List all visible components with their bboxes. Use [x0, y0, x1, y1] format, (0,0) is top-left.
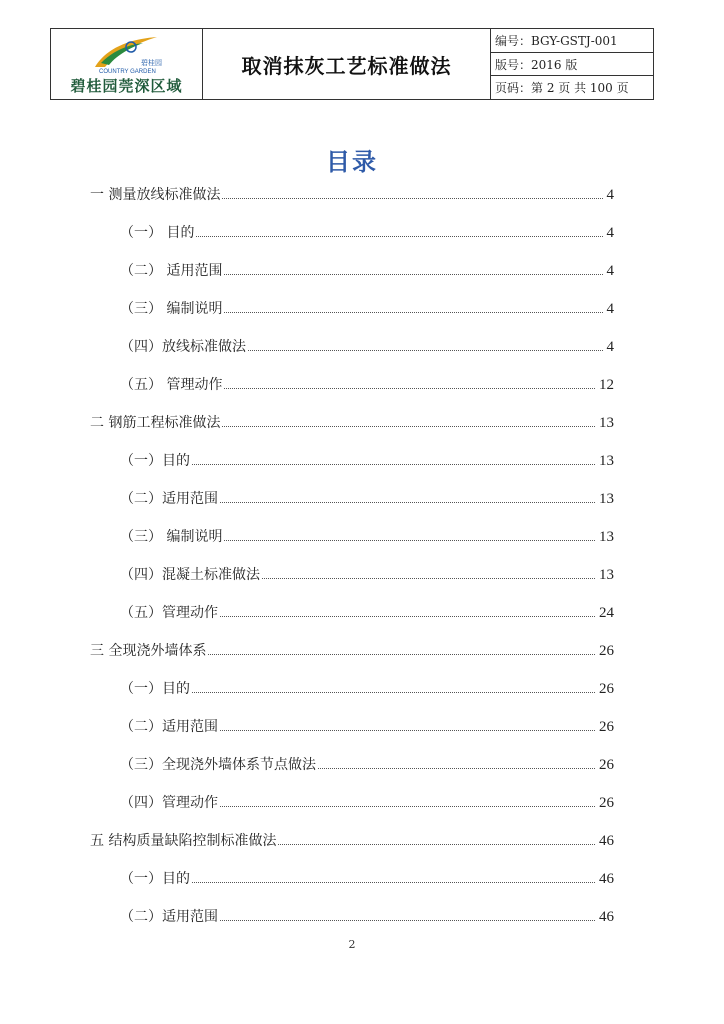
toc-entry-label: （四）管理动作 — [120, 795, 218, 811]
toc-entry-label: （一）目的 — [120, 871, 190, 887]
toc-entry-page: 4 — [606, 187, 614, 203]
toc-entry-label: 三 全现浇外墙体系 — [90, 643, 207, 659]
toc-dot-leader — [220, 615, 595, 617]
toc-entry-page: 46 — [599, 871, 614, 887]
toc-dot-leader — [220, 501, 595, 503]
toc-entry[interactable] — [120, 716, 614, 736]
organization-name: 碧桂园莞深区域 — [70, 77, 183, 95]
svg-text:碧桂园: 碧桂园 — [141, 59, 162, 67]
document-header — [50, 28, 654, 100]
toc-entry-page: 46 — [599, 833, 614, 849]
toc-entry[interactable] — [120, 374, 614, 394]
toc-dot-leader — [278, 843, 595, 845]
document-version: 版号：2016 版 — [491, 53, 653, 77]
company-logo-icon — [91, 33, 163, 75]
toc-entry-label: （五）管理动作 — [120, 605, 218, 621]
toc-entry-label: 一 测量放线标准做法 — [90, 187, 221, 203]
toc-entry-page: 26 — [599, 681, 614, 697]
toc-entry-page: 4 — [606, 339, 614, 355]
toc-entry-label: （四）混凝土标准做法 — [120, 567, 260, 583]
toc-entry[interactable] — [120, 336, 614, 356]
toc-dot-leader — [220, 729, 595, 731]
document-title: 取消抹灰工艺标准做法 — [203, 29, 491, 99]
toc-entry-label: （五） 管理动作 — [120, 377, 223, 393]
toc-entry[interactable] — [120, 298, 614, 318]
toc-dot-leader — [222, 197, 602, 199]
toc-dot-leader — [220, 919, 595, 921]
toc-entry[interactable] — [120, 754, 614, 774]
toc-entry-label: （一）目的 — [120, 681, 190, 697]
toc-entry[interactable] — [120, 602, 614, 622]
toc-entry-page: 13 — [599, 491, 614, 507]
toc-entry-page: 46 — [599, 909, 614, 925]
toc-entry-label: （四）放线标准做法 — [120, 339, 246, 355]
toc-entry-page: 12 — [599, 377, 614, 393]
toc-entry-page: 13 — [599, 415, 614, 431]
toc-entry-label: （一）目的 — [120, 453, 190, 469]
logo-cell — [51, 29, 203, 99]
toc-entry[interactable] — [90, 830, 614, 850]
toc-dot-leader — [222, 425, 595, 427]
toc-entry-page: 4 — [606, 301, 614, 317]
document-page-info: 页码：第 2 页 共 100 页 — [495, 81, 629, 96]
toc-title: 目录 — [326, 147, 378, 176]
toc-dot-leader — [224, 273, 602, 275]
toc-dot-leader — [196, 235, 602, 237]
toc-entry[interactable] — [120, 564, 614, 584]
toc-entry-label: （三） 编制说明 — [120, 301, 223, 317]
toc-dot-leader — [262, 577, 595, 579]
toc-entry-page: 13 — [599, 453, 614, 469]
toc-entry-label: 二 钢筋工程标准做法 — [90, 415, 221, 431]
toc-entry[interactable] — [120, 678, 614, 698]
toc-entry-page: 26 — [599, 757, 614, 773]
toc-dot-leader — [192, 691, 595, 693]
toc-dot-leader — [224, 539, 595, 541]
toc-entry[interactable] — [120, 450, 614, 470]
toc-entry[interactable] — [120, 792, 614, 812]
toc-dot-leader — [192, 463, 595, 465]
toc-entry[interactable] — [120, 906, 614, 926]
toc-entry-label: （一） 目的 — [120, 225, 195, 241]
toc-entry-page: 26 — [599, 643, 614, 659]
page-number: 2 — [348, 938, 356, 951]
toc-entry-page: 26 — [599, 719, 614, 735]
toc-dot-leader — [224, 311, 602, 313]
toc-dot-leader — [192, 881, 595, 883]
toc-dot-leader — [208, 653, 595, 655]
toc-entry-page: 24 — [599, 605, 614, 621]
document-code: 编号：BGY-GSTJ-001 — [491, 29, 653, 53]
toc-entry-page: 4 — [606, 263, 614, 279]
toc-entry[interactable] — [120, 868, 614, 888]
toc-entry-label: （三）全现浇外墙体系节点做法 — [120, 757, 316, 773]
toc-entry[interactable] — [120, 222, 614, 242]
toc-entry[interactable] — [90, 412, 614, 432]
document-meta — [491, 29, 653, 99]
toc-entry-label: （二）适用范围 — [120, 719, 218, 735]
toc-dot-leader — [248, 349, 603, 351]
toc-entry[interactable] — [120, 488, 614, 508]
toc-entry-label: （二）适用范围 — [120, 491, 218, 507]
toc-entry-label: 五 结构质量缺陷控制标准做法 — [90, 833, 277, 849]
svg-text:COUNTRY GARDEN: COUNTRY GARDEN — [99, 69, 156, 75]
toc-entry-label: （二）适用范围 — [120, 909, 218, 925]
toc-dot-leader — [318, 767, 595, 769]
toc-entry[interactable] — [90, 184, 614, 204]
toc-entry-label: （二） 适用范围 — [120, 263, 223, 279]
toc-entry-page: 13 — [599, 567, 614, 583]
toc-dot-leader — [220, 805, 595, 807]
toc-entry-page: 13 — [599, 529, 614, 545]
toc-entry-page: 4 — [606, 225, 614, 241]
toc-entry[interactable] — [120, 260, 614, 280]
toc-entry[interactable] — [90, 640, 614, 660]
toc-entry[interactable] — [120, 526, 614, 546]
toc-entry-label: （三） 编制说明 — [120, 529, 223, 545]
toc-dot-leader — [224, 387, 595, 389]
toc-entry-page: 26 — [599, 795, 614, 811]
